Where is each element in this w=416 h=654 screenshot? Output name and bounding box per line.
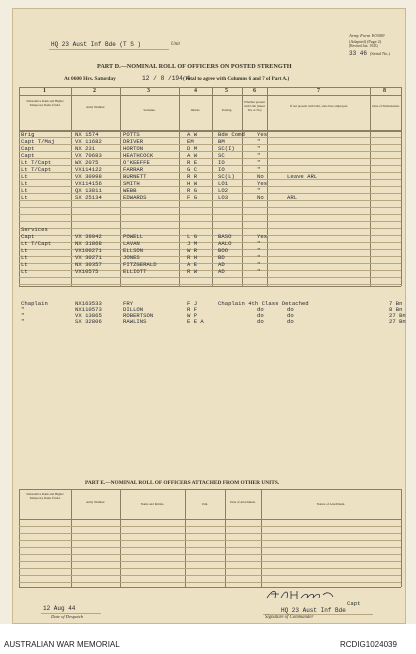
row-emb: 7 Bn — [389, 300, 403, 307]
signature-unit: HQ 23 Aust Inf Bde — [281, 607, 346, 614]
row-surname: FARRAR — [123, 166, 144, 173]
row-present: " — [257, 187, 261, 194]
unit-label: Unit — [171, 42, 180, 47]
signature-rank: Capt — [347, 600, 361, 607]
row-present: " — [257, 247, 261, 254]
row-present: " — [257, 159, 261, 166]
row-number: VX10575 — [75, 268, 99, 275]
row-present: Yes — [257, 233, 268, 240]
at-line-date: 12 / 8 /194 4 — [142, 75, 191, 82]
row-initials: R G — [187, 187, 198, 194]
row-initials: F J — [187, 300, 198, 307]
row-rank: Lt — [21, 254, 28, 261]
row-initials: R E — [187, 159, 198, 166]
row-present: Yes — [257, 180, 268, 187]
row-rank: Lt T/Capt — [21, 166, 52, 173]
part-e-header-number: Army Number. — [85, 500, 106, 504]
row-rank: Lt — [21, 247, 28, 254]
col-header-rank: Substantive Rank and Higher Temporary Rank if held. — [26, 99, 64, 107]
row-initials: R H — [187, 254, 198, 261]
row-number: NX 30357 — [75, 261, 102, 268]
row-surname: FITZGERALD — [123, 261, 157, 268]
row-rank: Lt T/Capt — [21, 240, 52, 247]
serial-number: 33 46 — [349, 50, 368, 57]
row-number: SX 32806 — [75, 318, 102, 325]
row-present: " — [257, 254, 261, 261]
row-number: VX 13865 — [75, 312, 102, 319]
row-present: " — [257, 240, 261, 247]
row-rank: Lt — [21, 194, 28, 201]
row-rank: Lt — [21, 187, 28, 194]
row-number: VX114122 — [75, 166, 102, 173]
row-present: " — [257, 152, 261, 159]
col-header-initials: Initials. — [190, 108, 201, 112]
row-initials: R F — [187, 306, 198, 313]
row-emb: 8 Bn — [389, 306, 403, 313]
row-initials: A E — [187, 261, 198, 268]
row-rank: Lt — [21, 261, 28, 268]
part-e-header-unit: Unit. — [201, 502, 209, 506]
row-initials: R W — [187, 268, 198, 275]
row-posting: BASO — [218, 233, 232, 240]
col-header-embarkation: Date of Embarkation. — [372, 104, 400, 108]
serial-label: (Serial No.) — [370, 51, 390, 56]
row-rank: Capt T/Maj — [21, 138, 55, 145]
row-employed: do — [287, 312, 294, 319]
row-number: NX163533 — [75, 300, 102, 307]
at-line-prefix: At 0600 Hrs. Saturday — [64, 76, 116, 82]
row-initials: W P — [187, 312, 198, 319]
row-posting: SC(L) — [218, 173, 235, 180]
col-header-employed: If not present with Unit, state how employed. — [290, 104, 348, 108]
row-employed: ARL — [287, 194, 298, 201]
part-d-title: PART D.—NOMINAL ROLL OF OFFICERS ON POSTED STRENGTH — [97, 63, 292, 70]
row-present: " — [257, 145, 261, 152]
col-number-6: 6 — [253, 88, 256, 94]
row-initials: A W — [187, 152, 198, 159]
col-header-number: Army Number. — [85, 105, 106, 109]
row-present: do — [257, 306, 264, 313]
row-rank: " — [21, 312, 25, 319]
row-rank: Lt — [21, 268, 28, 275]
col-header-surname: Surname. — [143, 108, 156, 112]
row-posting: Bde Comd — [218, 131, 245, 138]
row-posting: LO2 — [218, 187, 229, 194]
row-initials: A W — [187, 131, 198, 138]
row-number: VX100271 — [75, 247, 102, 254]
col-number-1: 1 — [43, 88, 46, 94]
row-initials: E E A — [187, 318, 204, 325]
commander-signature — [265, 586, 335, 605]
row-posting: LO1 — [218, 180, 229, 187]
col-header-posting: Posting. — [221, 108, 233, 112]
document-sheet — [12, 8, 406, 624]
row-initials: F G — [187, 194, 198, 201]
form-title: Army Form W3009 — [349, 33, 385, 38]
row-present: " — [257, 166, 261, 173]
row-present: Yes — [257, 131, 268, 138]
row-number: NX110573 — [75, 306, 102, 313]
row-number: NX 31868 — [75, 240, 102, 247]
archive-footer — [0, 624, 416, 654]
row-posting: LO3 — [218, 194, 229, 201]
row-number: VX 39042 — [75, 233, 102, 240]
row-number: VX114156 — [75, 180, 102, 187]
row-posting: AD — [218, 261, 225, 268]
row-number: VX 30998 — [75, 173, 102, 180]
row-surname: ELLSON — [123, 247, 144, 254]
row-posting: AALO — [218, 240, 232, 247]
row-present: do — [257, 312, 264, 319]
row-rank: Capt — [21, 145, 35, 152]
row-posting: BOO — [218, 247, 229, 254]
section-label-services: Services — [21, 226, 48, 233]
row-posting: SC(I) — [218, 145, 235, 152]
col-header-present: Whether present with Unit (insert Yes or No) — [243, 100, 266, 112]
part-e-table — [13, 9, 407, 625]
part-e-header-date: Date of Attachment. — [230, 500, 256, 504]
row-initials: H W — [187, 180, 198, 187]
row-posting: BM — [218, 138, 225, 145]
despatch-label: Date of Despatch — [51, 614, 84, 619]
col-number-3: 3 — [147, 88, 150, 94]
row-rank: Chaplain — [21, 300, 48, 307]
row-initials: L G — [187, 233, 198, 240]
row-rank: Lt — [21, 180, 28, 187]
part-e-header-nature: Nature of Attachment. — [316, 502, 346, 506]
despatch-date: 12 Aug 44 — [43, 605, 76, 612]
col-number-2: 2 — [93, 88, 96, 94]
unit-name: HQ 23 Aust Inf Bde (T S ) — [51, 41, 142, 48]
row-surname: POTTS — [123, 131, 140, 138]
row-number: SX 25134 — [75, 194, 102, 201]
row-number: NX 231 — [75, 145, 96, 152]
row-surname: POWELL — [123, 233, 144, 240]
row-posting: SC — [218, 152, 225, 159]
row-rank: Capt — [21, 233, 35, 240]
row-posting: IO — [218, 159, 225, 166]
part-e-header-rank: Substantive Rank and Higher Temporary Rank if held. — [26, 492, 64, 500]
row-surname: DRIVER — [123, 138, 144, 145]
row-surname: LAVAN — [123, 240, 140, 247]
row-rank: Lt T/Capt — [21, 159, 52, 166]
row-rank: Brig — [21, 131, 35, 138]
form-subtitle: (Adapted) (Page 2) — [349, 39, 382, 44]
row-number: QX 13811 — [75, 187, 102, 194]
row-surname: WEBB — [123, 187, 137, 194]
row-posting: BD — [218, 254, 225, 261]
row-present: do — [257, 318, 264, 325]
part-e-header-name: Name and Initials. — [140, 502, 165, 506]
row-present: " — [257, 261, 261, 268]
row-initials: G C — [187, 166, 198, 173]
row-number: VX 30271 — [75, 254, 102, 261]
row-emb: 27 Bn — [389, 318, 406, 325]
row-employed: do — [287, 306, 294, 313]
row-number: VX 70683 — [75, 152, 102, 159]
row-initials: R R — [187, 173, 198, 180]
row-number: WX 2075 — [75, 159, 99, 166]
row-rank: " — [21, 318, 25, 325]
at-line-suffix: (Total to agree with Columns 6 and 7 of Part A.) — [183, 76, 290, 82]
row-present: " — [257, 138, 261, 145]
row-rank: " — [21, 306, 25, 313]
row-present: No — [257, 194, 264, 201]
row-surname: SMITH — [123, 180, 140, 187]
col-number-7: 7 — [317, 88, 320, 94]
row-employed: Leave ARL — [287, 173, 318, 180]
row-initials: J M — [187, 240, 198, 247]
footer-institution: AUSTRALIAN WAR MEMORIAL — [4, 640, 120, 649]
row-emb: 27 Bn — [389, 312, 406, 319]
row-posting: Chaplain 4th Class Detached — [218, 300, 309, 307]
row-surname: ROBERTSON — [123, 312, 154, 319]
row-posting: AD — [218, 268, 225, 275]
row-surname: FRY — [123, 300, 134, 307]
row-surname: HORTON — [123, 145, 144, 152]
row-surname: JONES — [123, 254, 140, 261]
row-surname: RAWLINS — [123, 318, 147, 325]
row-initials: EM — [187, 138, 194, 145]
row-initials: W R — [187, 247, 198, 254]
col-number-5: 5 — [225, 88, 228, 94]
row-surname: EDWARDS — [123, 194, 147, 201]
row-rank: Capt — [21, 152, 35, 159]
footer-record-id: RCDIG1024039 — [340, 640, 397, 649]
row-present: No — [257, 173, 264, 180]
row-surname: DILLON — [123, 306, 144, 313]
row-rank: Lt — [21, 173, 28, 180]
row-surname: ELLIOTT — [123, 268, 147, 275]
signature-label: Signature of Commander — [265, 615, 314, 620]
col-number-8: 8 — [383, 88, 386, 94]
row-initials: D M — [187, 145, 198, 152]
row-present: " — [257, 268, 261, 275]
row-employed: do — [287, 318, 294, 325]
row-surname: BURNETT — [123, 173, 147, 180]
form-revision: (Revised Jan. 1943) — [349, 44, 378, 48]
row-posting: IO — [218, 166, 225, 173]
row-number: NX 1574 — [75, 131, 99, 138]
col-number-4: 4 — [194, 88, 197, 94]
part-e-title: PART E.—NOMINAL ROLL OF OFFICERS ATTACHED FROM OTHER UNITS. — [85, 480, 280, 486]
row-surname: O'KEEFFE — [123, 159, 150, 166]
row-surname: HEATHCOCK — [123, 152, 154, 159]
row-number: VX 11682 — [75, 138, 102, 145]
